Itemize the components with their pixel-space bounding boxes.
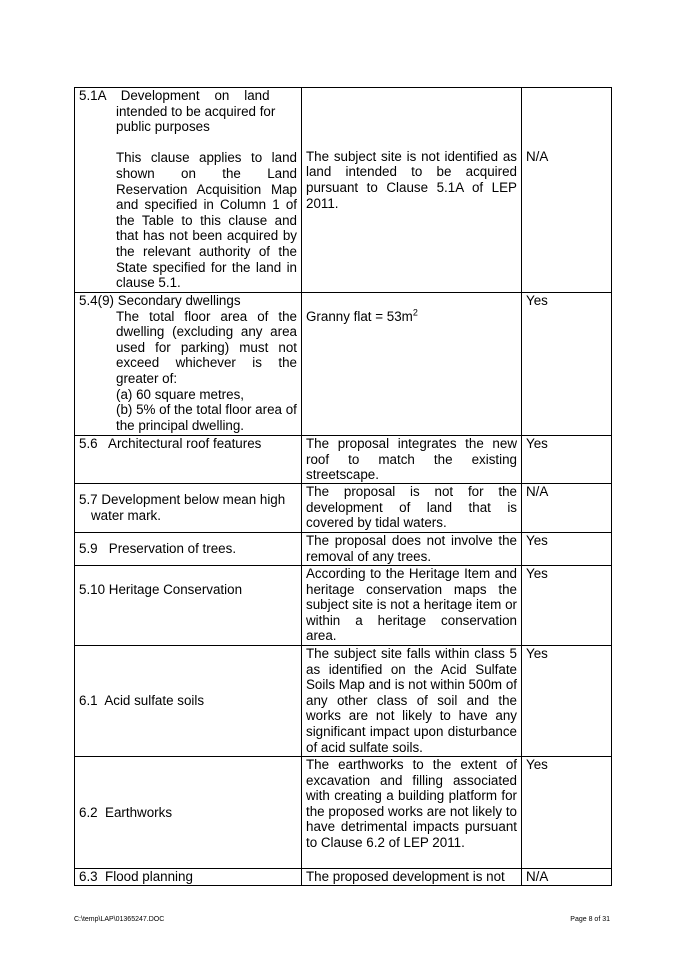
clause-heading: 5.1A Development on land xyxy=(79,88,270,103)
clause-heading: 5.4(9) Secondary dwellings xyxy=(79,293,241,308)
compliance-value: N/A xyxy=(526,869,549,884)
table-row xyxy=(75,436,612,484)
spacer xyxy=(306,88,517,104)
comment-text: Granny flat = 53m xyxy=(306,308,413,324)
comment-text: The subject site is not identified as land intended to be acquired pursuant to Clause 5.1A of LEP 2011. xyxy=(306,148,517,211)
compliance-cell xyxy=(522,566,612,646)
spacer xyxy=(526,88,607,104)
compliance-value: Yes xyxy=(526,646,548,661)
clause-cell xyxy=(75,566,302,646)
superscript: 2 xyxy=(412,307,418,318)
compliance-cell xyxy=(522,484,612,533)
spacer xyxy=(306,119,517,135)
compliance-value: Yes xyxy=(526,757,548,772)
compliance-cell xyxy=(522,646,612,757)
clause-heading: 5.6 Architectural roof features xyxy=(79,436,262,451)
compliance-value: Yes xyxy=(526,533,548,548)
clause-heading: 5.9 Preservation of trees. xyxy=(79,541,237,557)
spacer xyxy=(526,135,607,149)
comment-text: The proposal integrates the new roof to match the existing streetscape. xyxy=(306,436,517,483)
spacer xyxy=(79,135,297,151)
clause-cell xyxy=(75,88,302,293)
compliance-cell xyxy=(522,869,612,886)
spacer xyxy=(79,566,297,582)
footer-file-path: C:\temp\LAP\01365247.DOC xyxy=(74,916,165,923)
comment-cell xyxy=(302,646,522,757)
table-row xyxy=(75,88,612,293)
spacer xyxy=(306,104,517,120)
clause-cell xyxy=(75,293,302,436)
comment-text: The proposal is not for the development of land that is covered by tidal waters. xyxy=(306,484,517,531)
clause-detail: This clause applies to land shown on the Land Reservation Acquisition Map and specified in Column 1 of the Table to this clause and that has not been acquired by the relevant authority of the State specified for the land in clause 5.1. xyxy=(116,150,297,291)
comment-cell xyxy=(302,436,522,484)
comment-text: According to the Heritage Item and heritage conservation maps the subject site is not a heritage item or within a heritage conservation area. xyxy=(306,566,517,644)
table-row xyxy=(75,566,612,646)
clause-list-item: (b) 5% of the total floor area of the principal dwelling. xyxy=(116,402,297,433)
clause-heading-continued: intended to be acquired for public purposes xyxy=(116,103,276,135)
compliance-cell xyxy=(522,293,612,436)
comment-text: The proposal does not involve the removal of any trees. xyxy=(306,533,517,564)
clause-cell xyxy=(75,484,302,533)
clause-detail: The total floor area of the dwelling (excluding any area used for parking) must not exceed whichever is the greater of: xyxy=(116,308,297,386)
spacer xyxy=(306,293,517,309)
clause-list-item: (a) 60 square metres, xyxy=(116,386,245,402)
clause-heading: 6.3 Flood planning xyxy=(79,869,193,884)
table-row xyxy=(75,757,612,869)
comment-cell xyxy=(302,757,522,869)
clause-heading: 5.7 Development below mean high xyxy=(79,492,286,508)
compliance-value: Yes xyxy=(526,436,548,451)
spacer xyxy=(526,119,607,135)
spacer xyxy=(526,104,607,120)
compliance-value: Yes xyxy=(526,293,548,308)
compliance-cell xyxy=(522,88,612,293)
clause-cell xyxy=(75,757,302,869)
compliance-cell xyxy=(522,757,612,869)
clause-cell xyxy=(75,436,302,484)
table-row xyxy=(75,533,612,566)
compliance-value: Yes xyxy=(526,566,548,581)
comment-text: The subject site falls within class 5 as identified on the Acid Sulfate Soils Map and is not within 500m of any other class of soil and the works are not likely to have any significant impact upon disturbance of acid sulfate soils. xyxy=(306,646,517,755)
clause-cell xyxy=(75,869,302,886)
comment-cell xyxy=(302,484,522,533)
clause-heading: 5.10 Heritage Conservation xyxy=(79,581,243,597)
comment-cell xyxy=(302,869,522,886)
clause-cell xyxy=(75,533,302,566)
comment-text: The earthworks to the extent of excavation and filling associated with creating a building platform for the proposed works are not likely to have detrimental impacts pursuant to Clause 6.2 of LEP 2011. xyxy=(306,757,517,850)
comment-cell xyxy=(302,88,522,293)
table-row xyxy=(75,646,612,757)
table-row xyxy=(75,484,612,533)
clause-heading: 6.1 Acid sulfate soils xyxy=(79,693,205,709)
table-row xyxy=(75,293,612,436)
clause-heading: 6.2 Earthworks xyxy=(79,804,173,820)
table-row xyxy=(75,869,612,886)
spacer xyxy=(306,135,517,149)
comment-text: The proposed development is not xyxy=(306,869,505,884)
comment-cell xyxy=(302,533,522,566)
compliance-value: N/A xyxy=(526,484,549,499)
footer-page-number: Page 8 of 31 xyxy=(570,916,610,923)
clause-cell xyxy=(75,646,302,757)
compliance-cell xyxy=(522,436,612,484)
comment-cell xyxy=(302,293,522,436)
lep-compliance-table xyxy=(74,87,612,886)
compliance-cell xyxy=(522,533,612,566)
comment-cell xyxy=(302,566,522,646)
compliance-value: N/A xyxy=(526,148,549,164)
clause-heading-continued: water mark. xyxy=(91,508,161,523)
